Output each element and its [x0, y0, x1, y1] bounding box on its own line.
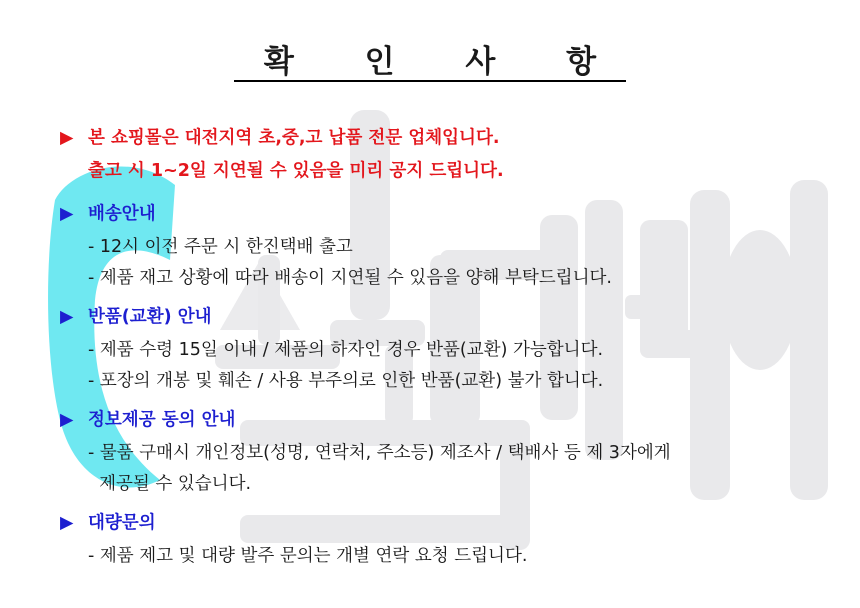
- notice-bullet-icon: ▶: [60, 128, 74, 148]
- section-bullet-icon: ▶: [60, 513, 74, 533]
- section-bullet-icon: ▶: [60, 410, 74, 430]
- section-heading-privacy: 정보제공 동의 안내: [88, 410, 236, 430]
- section-line: - 물품 구매시 개인정보(성명, 연락처, 주소등) 제조사 / 택배사 등 제 3자에게: [88, 443, 671, 463]
- section-line: - 제품 제고 및 대량 발주 문의는 개별 연락 요청 드립니다.: [88, 546, 528, 566]
- section-bullet-icon: ▶: [60, 307, 74, 327]
- section-heading-bulk: 대량문의: [88, 513, 156, 533]
- section-heading-shipping: 배송안내: [88, 204, 156, 224]
- section-line: - 포장의 개봉 및 훼손 / 사용 부주의로 인한 반품(교환) 불가 합니다.: [88, 371, 604, 391]
- page-title: 확 인 사 항: [0, 36, 860, 81]
- section-line: - 제품 재고 상황에 따라 배송이 지연될 수 있음을 양해 부탁드립니다.: [88, 268, 612, 288]
- notice-line-1: 본 쇼핑몰은 대전지역 초,중,고 납품 전문 업체입니다.: [88, 128, 500, 148]
- notice-line-2: 출고 시 1~2일 지연될 수 있음을 미리 공지 드립니다.: [88, 161, 504, 181]
- section-line: 제공될 수 있습니다.: [88, 474, 252, 494]
- section-bullet-icon: ▶: [60, 204, 74, 224]
- section-line: - 12시 이전 주문 시 한진택배 출고: [88, 237, 353, 257]
- section-heading-return: 반품(교환) 안내: [88, 307, 212, 327]
- section-line: - 제품 수령 15일 이내 / 제품의 하자인 경우 반품(교환) 가능합니다.: [88, 340, 604, 360]
